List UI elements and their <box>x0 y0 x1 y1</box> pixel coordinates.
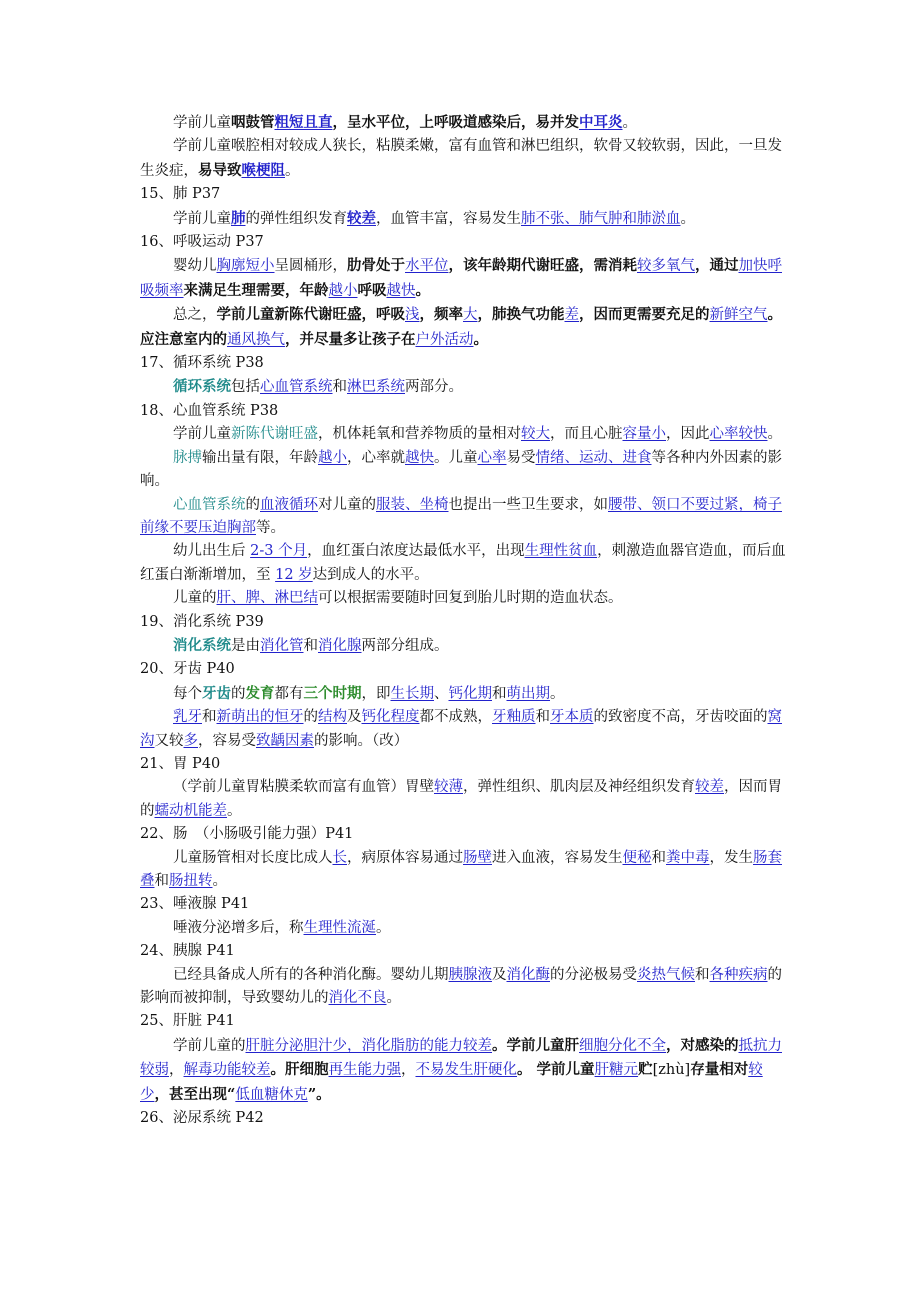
text-run: ，机体耗氧和营养物质的量相对 <box>318 426 521 443</box>
text-run: 。 <box>767 426 782 443</box>
text-run: 每个 <box>173 685 202 702</box>
underlined-term: 越快 <box>405 449 434 466</box>
underlined-term: 胸廓短小 <box>216 258 275 275</box>
text-run: 的致密度不高，牙齿咬面的 <box>593 709 768 726</box>
underlined-term: 萌出期 <box>506 685 550 702</box>
text-run: 都不成熟， <box>419 709 492 726</box>
text-run: 及 <box>347 709 362 726</box>
text-run: 及 <box>492 966 507 983</box>
highlighted-term: 消化系统 <box>173 636 231 654</box>
text-run: 是由 <box>231 637 260 654</box>
underlined-term: 情绪、运动、进食 <box>535 449 652 466</box>
text-run: 婴幼儿 <box>173 258 217 275</box>
paragraph <box>140 847 790 894</box>
text-run: 。 <box>212 873 227 889</box>
paragraph <box>140 111 790 135</box>
underlined-term: 各种疾病 <box>709 966 768 983</box>
highlighted-term: 循环系统 <box>173 378 231 396</box>
text-run: 进入血液，容易发生 <box>492 849 623 866</box>
text-run: 也提出一些卫生要求，如 <box>448 496 608 513</box>
underlined-term: 较少 <box>140 1062 763 1103</box>
text-run: ，病原体容易通过 <box>347 849 463 866</box>
highlighted-term: 牙齿 <box>202 684 231 702</box>
text-run: 和 <box>303 637 318 654</box>
text-run: 。 <box>386 990 401 1007</box>
underlined-term: 多 <box>183 732 198 749</box>
paragraph <box>140 135 790 183</box>
underlined-term: 较多氧气 <box>637 258 695 275</box>
text-run: 的 <box>303 709 318 726</box>
underlined-term: 蠕动机能差 <box>154 802 227 819</box>
text-run: 26、泌尿系统 P42 <box>140 1110 264 1127</box>
text-run: 的影响而被抑制，导致婴幼儿的 <box>140 966 782 1007</box>
bold-text: ，并尽量多让孩子在 <box>285 330 416 348</box>
underlined-term: 12 岁 <box>275 566 313 583</box>
section-heading <box>140 352 790 375</box>
text-run: 学前儿童 <box>173 210 231 227</box>
text-run: 的弹性组织发育 <box>245 210 347 227</box>
text-run: 幼儿出生后 <box>173 543 251 560</box>
paragraph <box>140 964 790 1011</box>
paragraph <box>140 917 790 940</box>
underlined-term: 心率 <box>477 449 507 466</box>
text-run: 的 <box>231 685 246 702</box>
text-run: 20、牙齿 P40 <box>140 661 235 678</box>
text-run: （学前儿童胃粘膜柔软而富有血管）胃壁 <box>173 779 434 796</box>
underlined-term: 粪中毒 <box>666 849 710 866</box>
section-heading <box>140 611 790 634</box>
bold-text: ，因而更需要充足的 <box>579 306 710 324</box>
text-run: 可以根据需要随时回复到胎儿时期的造血状态。 <box>318 590 623 607</box>
bold-text: 。应注意室内的 <box>140 306 782 348</box>
underlined-term: 大 <box>463 307 478 324</box>
bold-text: ”。 <box>307 1085 331 1103</box>
bold-text: ，频率 <box>419 306 463 324</box>
underlined-term: 喉梗阻 <box>241 161 285 179</box>
underlined-term: 炎热气候 <box>637 966 695 983</box>
bold-text: ，对感染的 <box>666 1036 739 1054</box>
underlined-term: 钙化期 <box>448 685 492 702</box>
text-run: 和 <box>332 379 347 396</box>
text-run: 已经具备成人所有的各种消化酶。婴幼儿期 <box>173 966 449 983</box>
text-run: 22、肠 （小肠吸引能力强）P41 <box>140 826 354 843</box>
text-run: 易受 <box>506 449 536 466</box>
section-heading <box>140 893 790 916</box>
text-run: ， <box>401 1062 416 1079</box>
text-run: 和 <box>695 966 710 983</box>
underlined-term: 消化腺 <box>318 637 362 654</box>
text-run: 等各种内外因素的影响。 <box>140 449 782 490</box>
underlined-term: 肝、脾、淋巴结 <box>216 590 318 607</box>
text-run: 学前儿童 <box>173 426 231 443</box>
underlined-term: 水平位 <box>405 258 449 275</box>
bold-text: 肋骨处于 <box>347 257 405 275</box>
text-run: 21、胃 P40 <box>140 755 221 772</box>
text-run: 又较 <box>154 732 184 749</box>
underlined-term: 淋巴系统 <box>347 379 405 396</box>
underlined-term: 越快 <box>386 282 416 299</box>
section-heading <box>140 400 790 423</box>
text-run: 都有 <box>274 685 304 702</box>
text-run: 两部分组成。 <box>361 637 449 654</box>
section-heading <box>140 1107 790 1130</box>
section-heading <box>140 658 790 681</box>
section-heading <box>140 183 790 206</box>
text-run: ，而且心脏 <box>550 426 623 443</box>
paragraph <box>140 303 790 352</box>
underlined-term: 乳牙 <box>173 709 202 726</box>
underlined-term: 肝脏分泌胆汁少，消化脂肪的能力较差 <box>245 1037 492 1054</box>
text-run: ，容易受 <box>198 732 256 749</box>
text-run: 和 <box>535 709 550 726</box>
paragraph <box>140 540 790 587</box>
highlighted-term: 脉搏 <box>173 449 202 466</box>
underlined-term: 较差 <box>695 779 724 796</box>
underlined-term: 新鲜空气 <box>709 307 768 324</box>
text-run: 。 <box>622 115 637 131</box>
underlined-term: 消化管 <box>260 637 304 654</box>
underlined-term: 致龋因素 <box>256 732 314 749</box>
underlined-term: 肝糖元 <box>594 1062 639 1079</box>
text-run: 唾液分泌增多后，称 <box>173 919 304 936</box>
paragraph <box>140 1034 790 1107</box>
section-heading <box>140 823 790 846</box>
underlined-term: 中耳炎 <box>579 114 623 131</box>
text-run: 和 <box>154 873 169 889</box>
text-run: 和 <box>492 685 507 702</box>
text-run: [zhù] <box>652 1062 691 1079</box>
text-run: 对儿童的 <box>318 496 376 513</box>
paragraph <box>140 706 790 753</box>
text-run: 19、消化系统 P39 <box>140 613 264 630</box>
underlined-term: 生理性贫血 <box>524 543 598 560</box>
underlined-term: 越小 <box>328 282 358 299</box>
text-run: 。 <box>376 919 391 936</box>
text-run: 包括 <box>231 379 260 396</box>
underlined-term: 通风换气 <box>227 331 285 348</box>
text-run: 总之， <box>173 307 217 324</box>
bold-text: ，肺换气功能 <box>477 306 565 324</box>
bold-text: 咽鼓管 <box>231 114 275 131</box>
underlined-term: 浅 <box>405 307 420 324</box>
paragraph <box>140 634 790 658</box>
highlighted-term: 三个时期 <box>303 684 362 702</box>
underlined-term: 较差 <box>347 209 376 227</box>
paragraph <box>140 423 790 446</box>
text-run: 呈圆桶形， <box>274 258 347 275</box>
underlined-term: 解毒功能较差 <box>183 1062 271 1079</box>
underlined-term: 较薄 <box>434 779 463 796</box>
underlined-term: 越小 <box>318 449 347 466</box>
underlined-term: 肺不张、肺气肿和肺淤血 <box>521 210 681 227</box>
underlined-term: 再生能力强 <box>328 1062 401 1079</box>
underlined-term: 肠壁 <box>463 849 492 866</box>
paragraph <box>140 207 790 231</box>
underlined-term: 血液循环 <box>260 496 318 513</box>
underlined-term: 心率较快 <box>709 426 768 443</box>
paragraph <box>140 254 790 303</box>
text-run: 15、肺 P37 <box>140 186 221 203</box>
text-run: 17、循环系统 P38 <box>140 355 264 372</box>
bold-text: 。肝细胞 <box>270 1061 329 1079</box>
bold-text: 来满足生理需要，年龄 <box>183 281 329 299</box>
text-run: ，因此 <box>666 426 710 443</box>
text-run: 儿童肠管相对长度比成人 <box>173 849 333 866</box>
text-run: 两部分。 <box>405 379 463 396</box>
paragraph <box>140 682 790 706</box>
document-body <box>140 111 790 1130</box>
paragraph <box>140 447 790 494</box>
bold-text: 。 学前儿童 <box>517 1061 595 1079</box>
text-run: 。 <box>285 162 300 179</box>
bold-text: ，该年龄期代谢旺盛，需消耗 <box>448 257 637 275</box>
underlined-term: 心血管系统 <box>260 379 333 396</box>
text-run: 学前儿童的 <box>173 1037 246 1054</box>
bold-text: 存量相对 <box>690 1061 749 1079</box>
underlined-term: 生理性流涎 <box>303 919 376 936</box>
underlined-term: 结构 <box>318 709 347 726</box>
underlined-term: 肠套叠 <box>140 849 782 889</box>
text-run: 的 <box>245 496 260 513</box>
text-run: 等。 <box>256 519 285 536</box>
text-run: 达到成人的水平。 <box>312 566 429 583</box>
paragraph <box>140 375 790 399</box>
bold-text: 易导致 <box>198 161 242 179</box>
underlined-term: 不易发生肝硬化 <box>415 1062 517 1079</box>
text-run: ，刺激造血器官造血，而后血红蛋白渐渐增加，至 <box>140 543 786 583</box>
underlined-term: 腰带、领口不要过紧，椅子前缘不要压迫胸部 <box>140 496 782 536</box>
text-run: 。儿童 <box>434 449 478 466</box>
text-run: 和 <box>651 849 666 866</box>
text-run: ，心率就 <box>347 449 405 466</box>
underlined-term: 服装、坐椅 <box>376 496 449 513</box>
section-heading <box>140 231 790 254</box>
text-run: ， <box>169 1062 184 1079</box>
underlined-term: 消化酶 <box>506 966 550 983</box>
underlined-term: 生长期 <box>390 685 434 702</box>
text-run: 学前儿童 <box>173 115 231 131</box>
text-run: ，发生 <box>709 849 753 866</box>
text-run: 的影响。（改） <box>314 732 409 749</box>
text-run: 16、呼吸运动 P37 <box>140 234 264 251</box>
highlighted-term: 发育 <box>245 684 275 702</box>
text-run: ，即 <box>361 685 391 702</box>
highlighted-term: 新陈代谢旺盛 <box>231 426 318 443</box>
bold-text: 。 <box>415 281 430 299</box>
underlined-term: 细胞分化不全 <box>579 1037 666 1054</box>
bold-text: ，呈水平位，上呼吸道感染后，易并发 <box>332 114 579 131</box>
bold-text: 学前儿童新陈代谢旺盛，呼吸 <box>216 306 405 324</box>
text-run: 输出量有限，年龄 <box>202 449 318 466</box>
text-run: 。 <box>680 210 695 227</box>
underlined-term: 牙釉质 <box>492 709 536 726</box>
underlined-term: 便秘 <box>622 849 652 866</box>
underlined-term: 容量小 <box>622 426 666 443</box>
section-heading <box>140 753 790 776</box>
underlined-term: 粗短且直 <box>274 114 333 131</box>
text-run: 和 <box>202 709 217 726</box>
text-run: 25、肝脏 P41 <box>140 1013 235 1030</box>
underlined-term: 钙化程度 <box>361 709 420 726</box>
bold-text: 。学前儿童肝 <box>492 1036 579 1054</box>
highlighted-term: 心血管系统 <box>173 496 246 513</box>
paragraph <box>140 776 790 823</box>
section-heading <box>140 940 790 963</box>
underlined-term: 2-3 个月 <box>250 543 308 560</box>
bold-text: 呼吸 <box>357 281 387 299</box>
text-run: 23、唾液腺 P41 <box>140 896 250 913</box>
text-run: 学前儿童喉腔相对较成人狭长，粘膜柔嫩，富有血管和淋巴组织，软骨又较软弱，因此，一旦发生炎症， <box>140 138 782 179</box>
underlined-term: 较大 <box>521 426 550 443</box>
section-heading <box>140 1010 790 1033</box>
underlined-term: 加快呼吸频率 <box>140 258 782 299</box>
paragraph <box>140 587 790 610</box>
underlined-term: 窝沟 <box>140 709 782 749</box>
text-run: 18、心血管系统 P38 <box>140 402 279 419</box>
text-run: 。 <box>550 685 565 702</box>
text-run: 的分泌极易受 <box>550 966 637 983</box>
underlined-term: 差 <box>564 307 579 324</box>
bold-text: ，甚至出现“ <box>154 1085 236 1103</box>
underlined-term: 新萌出的恒牙 <box>216 709 304 726</box>
underlined-term: 户外活动 <box>415 331 474 348</box>
text-run: ，血管丰富，容易发生 <box>376 210 521 227</box>
underlined-term: 抵抗力较弱 <box>140 1037 782 1079</box>
text-run: 24、胰腺 P41 <box>140 943 235 960</box>
underlined-term: 牙本质 <box>550 709 594 726</box>
text-run: ，因而胃的 <box>140 779 782 819</box>
text-run: ，血红蛋白浓度达最低水平，出现 <box>307 543 525 560</box>
underlined-term: 肺 <box>231 209 246 227</box>
bold-text: 贮 <box>638 1061 653 1079</box>
text-run: ，弹性组织、肌肉层及神经组织发育 <box>463 779 695 796</box>
underlined-term: 胰腺液 <box>448 966 492 983</box>
bold-text: 。 <box>473 330 488 348</box>
bold-text: ，通过 <box>695 257 739 275</box>
underlined-term: 长 <box>332 849 347 866</box>
text-run: 、 <box>434 685 449 702</box>
underlined-term: 肠扭转 <box>169 873 213 889</box>
paragraph <box>140 494 790 541</box>
text-run: 。 <box>227 802 242 819</box>
underlined-term: 消化不良 <box>328 990 387 1007</box>
text-run: 儿童的 <box>173 590 217 607</box>
underlined-term: 低血糖休克 <box>235 1086 308 1103</box>
